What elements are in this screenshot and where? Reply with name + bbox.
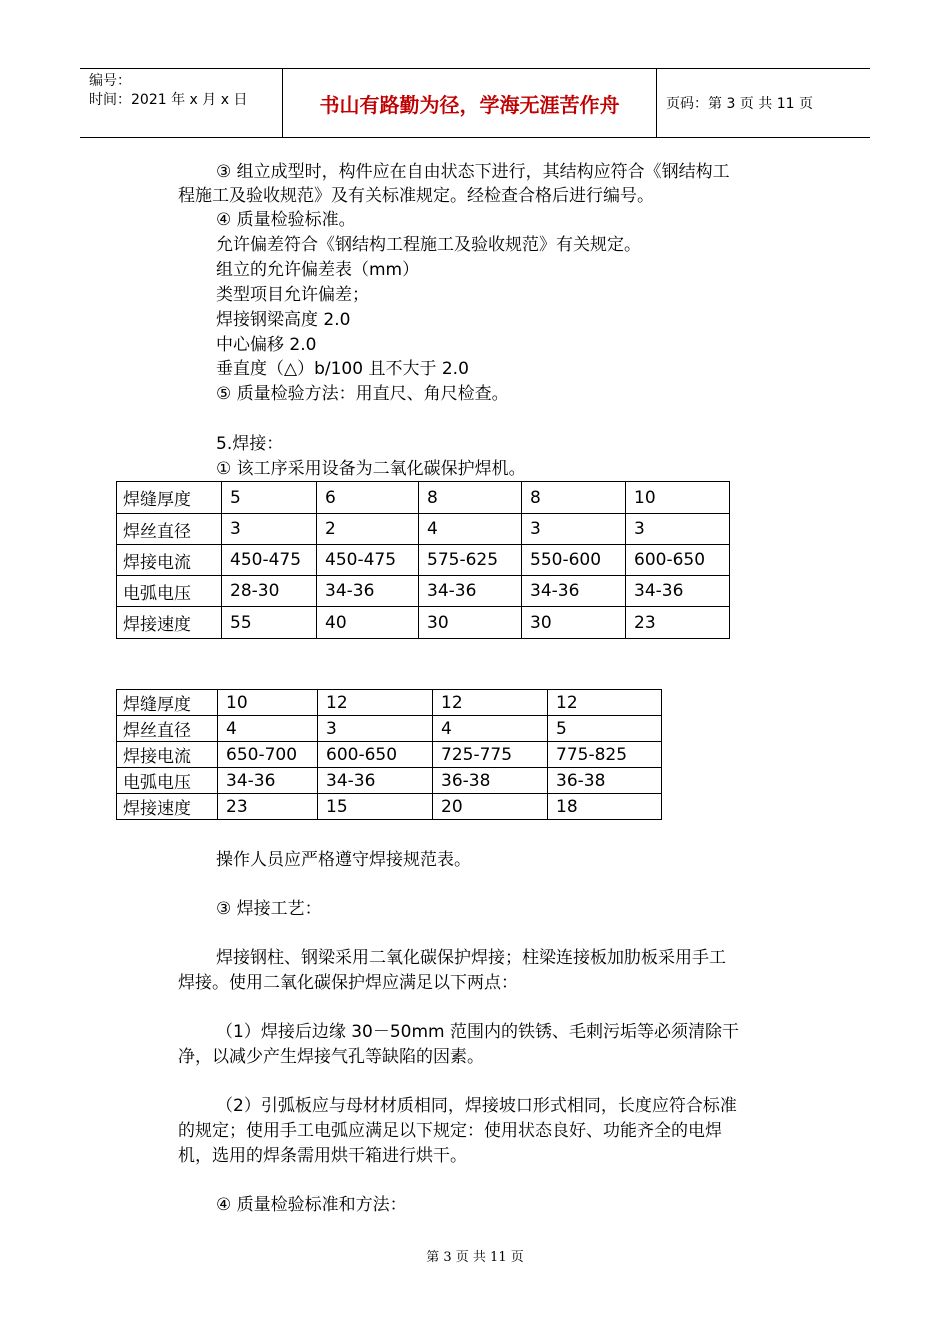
- body-line: 焊接钢梁高度 2.0: [216, 310, 351, 330]
- table-row: [117, 716, 662, 742]
- table-cell: 3: [222, 514, 317, 545]
- header-motto: 书山有路勤为径，学海无涯苦作舟: [319, 93, 620, 117]
- table-cell: 34-36: [522, 576, 626, 607]
- table-cell: 4: [433, 716, 548, 742]
- table-cell: 4: [218, 716, 318, 742]
- time-label: 时间：2021 年 x 月 x 日: [89, 92, 248, 108]
- table-cell: 775-825: [548, 742, 662, 768]
- table-row: [117, 514, 730, 545]
- row-header: 焊接电流: [117, 545, 222, 576]
- table-cell: 34-36: [218, 768, 318, 794]
- table-cell: 15: [318, 794, 433, 820]
- table-cell: 34-36: [419, 576, 522, 607]
- body-line: ④ 质量检验标准。: [216, 210, 356, 230]
- table-cell: 3: [318, 716, 433, 742]
- table-cell: 30: [522, 607, 626, 639]
- table-cell: 450-475: [222, 545, 317, 576]
- serial-label: 编号：: [89, 73, 131, 89]
- header-divider: [656, 69, 657, 137]
- page-footer: 第 3 页 共 11 页: [426, 1250, 524, 1265]
- row-header: 电弧电压: [117, 768, 218, 794]
- row-header: 焊丝直径: [117, 514, 222, 545]
- welding-params-table-1: [116, 481, 730, 639]
- body-line: 组立的允许偏差表（mm）: [216, 260, 420, 280]
- body-line: 中心偏移 2.0: [216, 335, 317, 355]
- body-line: 程施工及验收规范》及有关标准规定。经检查合格后进行编号。: [178, 186, 654, 206]
- table-row: [117, 742, 662, 768]
- row-header: 焊缝厚度: [117, 690, 218, 716]
- table-cell: 36-38: [433, 768, 548, 794]
- table-row: [117, 545, 730, 576]
- table-row: [117, 794, 662, 820]
- table-cell: 450-475: [317, 545, 419, 576]
- table-cell: 12: [318, 690, 433, 716]
- table-cell: 550-600: [522, 545, 626, 576]
- table-cell: 18: [548, 794, 662, 820]
- table-cell: 12: [433, 690, 548, 716]
- section-heading: 5.焊接：: [216, 434, 284, 454]
- body-line: 允许偏差符合《钢结构工程施工及验收规范》有关规定。: [216, 235, 641, 255]
- row-header: 焊接电流: [117, 742, 218, 768]
- body-line: 机，选用的焊条需用烘干箱进行烘干。: [178, 1146, 467, 1166]
- welding-params-table-2: [116, 689, 662, 820]
- table-cell: 40: [317, 607, 419, 639]
- table-cell: 20: [433, 794, 548, 820]
- body-line: （2）引弧板应与母材材质相同，焊接坡口形式相同，长度应符合标准: [216, 1096, 737, 1116]
- row-header: 电弧电压: [117, 576, 222, 607]
- table-cell: 30: [419, 607, 522, 639]
- row-header: 焊缝厚度: [117, 482, 222, 514]
- body-line: ③ 组立成型时，构件应在自由状态下进行，其结构应符合《钢结构工: [216, 162, 730, 182]
- section-heading: ④ 质量检验标准和方法：: [216, 1195, 407, 1215]
- table-row: [117, 607, 730, 639]
- body-line: 焊接。使用二氧化碳保护焊应满足以下两点：: [178, 973, 518, 993]
- section-heading: ③ 焊接工艺：: [216, 899, 322, 919]
- body-line: ① 该工序采用设备为二氧化碳保护焊机。: [216, 459, 526, 479]
- body-line: ⑤ 质量检验方法：用直尺、角尺检查。: [216, 384, 509, 404]
- table-cell: 6: [317, 482, 419, 514]
- table-cell: 28-30: [222, 576, 317, 607]
- table-cell: 5: [548, 716, 662, 742]
- table-cell: 12: [548, 690, 662, 716]
- table-cell: 2: [317, 514, 419, 545]
- body-line: 净，以减少产生焊接气孔等缺陷的因素。: [178, 1047, 484, 1067]
- row-header: 焊丝直径: [117, 716, 218, 742]
- row-header: 焊接速度: [117, 794, 218, 820]
- table-cell: 5: [222, 482, 317, 514]
- table-row: [117, 576, 730, 607]
- table-cell: 8: [419, 482, 522, 514]
- table-cell: 34-36: [318, 768, 433, 794]
- body-line: 类型项目允许偏差；: [216, 285, 369, 305]
- table-row: [117, 768, 662, 794]
- body-line: 垂直度（△）b/100 且不大于 2.0: [216, 359, 469, 379]
- body-line: 操作人员应严格遵守焊接规范表。: [216, 850, 471, 870]
- table-cell: 36-38: [548, 768, 662, 794]
- header-meta: [89, 72, 247, 110]
- body-line: 的规定；使用手工电弧应满足以下规定：使用状态良好、功能齐全的电焊: [178, 1121, 722, 1141]
- table-cell: 34-36: [317, 576, 419, 607]
- table-cell: 10: [626, 482, 730, 514]
- table-cell: 10: [218, 690, 318, 716]
- table-cell: 600-650: [626, 545, 730, 576]
- header-page-info: 页码：第 3 页 共 11 页: [666, 96, 813, 112]
- table-row: [117, 482, 730, 514]
- table-cell: 34-36: [626, 576, 730, 607]
- page-header: [80, 68, 870, 138]
- table-cell: 23: [218, 794, 318, 820]
- table-cell: 650-700: [218, 742, 318, 768]
- table-cell: 3: [522, 514, 626, 545]
- table-row: [117, 690, 662, 716]
- table-cell: 55: [222, 607, 317, 639]
- table-cell: 23: [626, 607, 730, 639]
- body-line: 焊接钢柱、钢梁采用二氧化碳保护焊接；柱梁连接板加肋板采用手工: [216, 948, 726, 968]
- table-cell: 575-625: [419, 545, 522, 576]
- table-cell: 3: [626, 514, 730, 545]
- table-cell: 600-650: [318, 742, 433, 768]
- row-header: 焊接速度: [117, 607, 222, 639]
- table-cell: 8: [522, 482, 626, 514]
- table-cell: 4: [419, 514, 522, 545]
- table-cell: 725-775: [433, 742, 548, 768]
- body-line: （1）焊接后边缘 30－50mm 范围内的铁锈、毛刺污垢等必须清除干: [216, 1022, 740, 1042]
